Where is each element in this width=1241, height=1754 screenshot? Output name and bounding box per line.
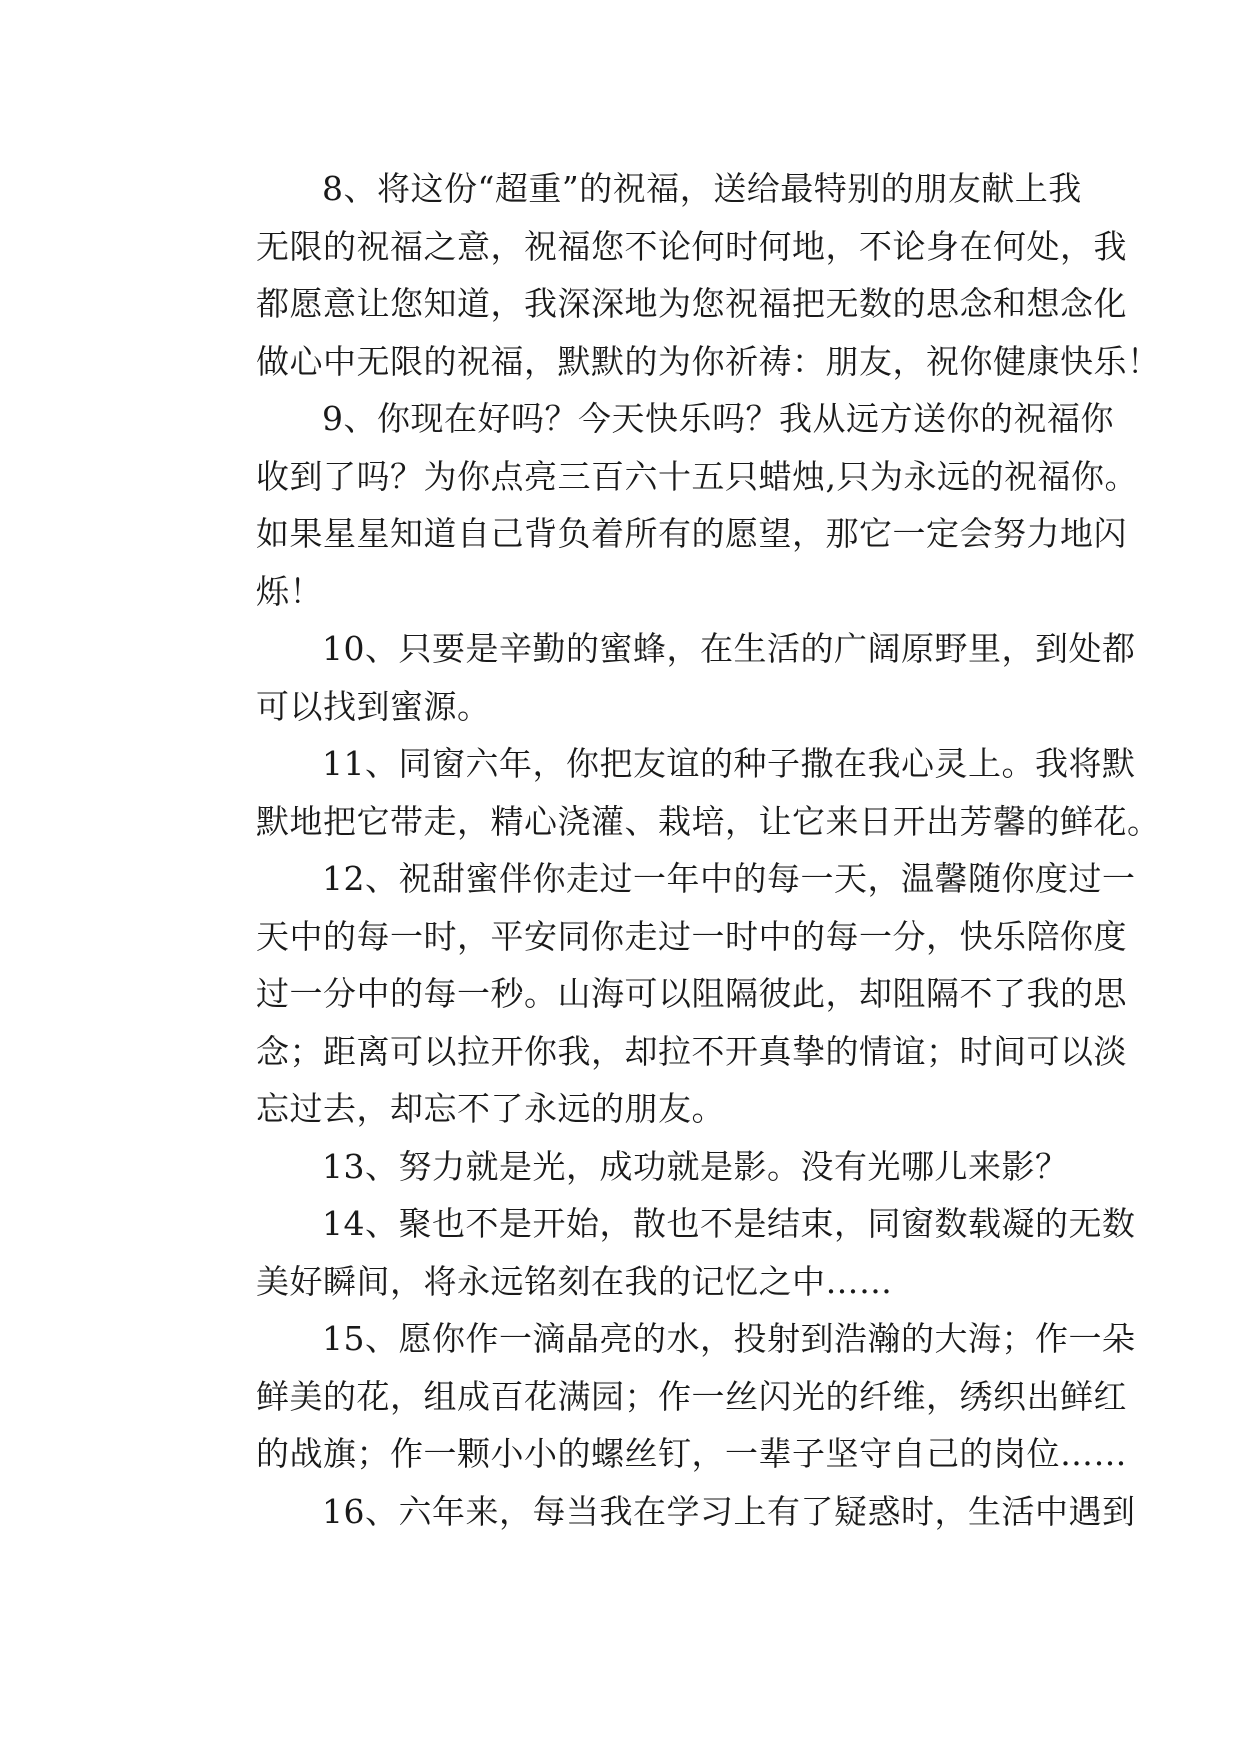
paragraph-10 — [190, 620, 1136, 735]
text-line: 可以找到蜜源。 — [256, 686, 491, 726]
document-body — [190, 160, 1161, 1540]
text-line: 鲜美的花，组成百花满园；作一丝闪光的纤维，绣织出鲜红 — [256, 1376, 1127, 1416]
paragraph-11 — [190, 735, 1161, 850]
text-line: 收到了吗？为你点亮三百六十五只蜡烛,只为永远的祝福你。 — [256, 456, 1138, 496]
paragraph-14 — [190, 1195, 1136, 1310]
paragraph-9 — [190, 390, 1138, 620]
text-line: 念；距离可以拉开你我，却拉不开真挚的情谊；时间可以淡 — [256, 1031, 1127, 1071]
text-line: 16、六年来，每当我在学习上有了疑惑时，生活中遇到 — [322, 1491, 1136, 1531]
paragraph-12 — [190, 850, 1136, 1138]
text-line: 天中的每一时，平安同你走过一时中的每一分，快乐陪你度 — [256, 916, 1127, 956]
text-line: 忘过去，却忘不了永远的朋友。 — [256, 1089, 725, 1128]
text-line: 默地把它带走，精心浇灌、栽培，让它来日开出芳馨的鲜花。 — [256, 801, 1161, 841]
text-line: 做心中无限的祝福，默默的为你祈祷：朋友，祝你健康快乐！ — [256, 341, 1161, 381]
text-line: 无限的祝福之意，祝福您不论何时何地，不论身在何处，我 — [256, 226, 1127, 266]
text-line: 都愿意让您知道，我深深地为您祝福把无数的思念和想念化 — [256, 284, 1127, 323]
text-line: 如果星星知道自己背负着所有的愿望，那它一定会努力地闪 — [256, 514, 1127, 553]
paragraph-15 — [190, 1310, 1136, 1483]
text-line: 10、只要是辛勤的蜜蜂，在生活的广阔原野里，到处都 — [322, 629, 1136, 668]
text-line: 过一分中的每一秒。山海可以阻隔彼此，却阻隔不了我的思 — [256, 974, 1127, 1013]
paragraph-13 — [190, 1138, 1069, 1196]
paragraph-16 — [190, 1483, 1136, 1541]
text-line: 烁！ — [256, 571, 323, 611]
paragraph-8 — [190, 160, 1161, 390]
text-line: 的战旗；作一颗小小的螺丝钉，一辈子坚守自己的岗位…… — [256, 1434, 1127, 1473]
text-line: 9、你现在好吗？今天快乐吗？我从远方送你的祝福你 — [322, 399, 1114, 438]
text-line: 美好瞬间，将永远铭刻在我的记忆之中…… — [256, 1261, 893, 1301]
text-line: 12、祝甜蜜伴你走过一年中的每一天，温馨随你度过一 — [322, 859, 1136, 898]
text-line: 14、聚也不是开始，散也不是结束，同窗数载凝的无数 — [322, 1204, 1136, 1243]
text-line: 11、同窗六年，你把友谊的种子撒在我心灵上。我将默 — [322, 744, 1136, 783]
text-line: 13、努力就是光，成功就是影。没有光哪儿来影？ — [322, 1146, 1069, 1186]
text-line: 8、将这份“超重”的祝福，送给最特别的朋友献上我 — [322, 169, 1082, 208]
text-line: 15、愿你作一滴晶亮的水，投射到浩瀚的大海；作一朵 — [322, 1319, 1136, 1358]
